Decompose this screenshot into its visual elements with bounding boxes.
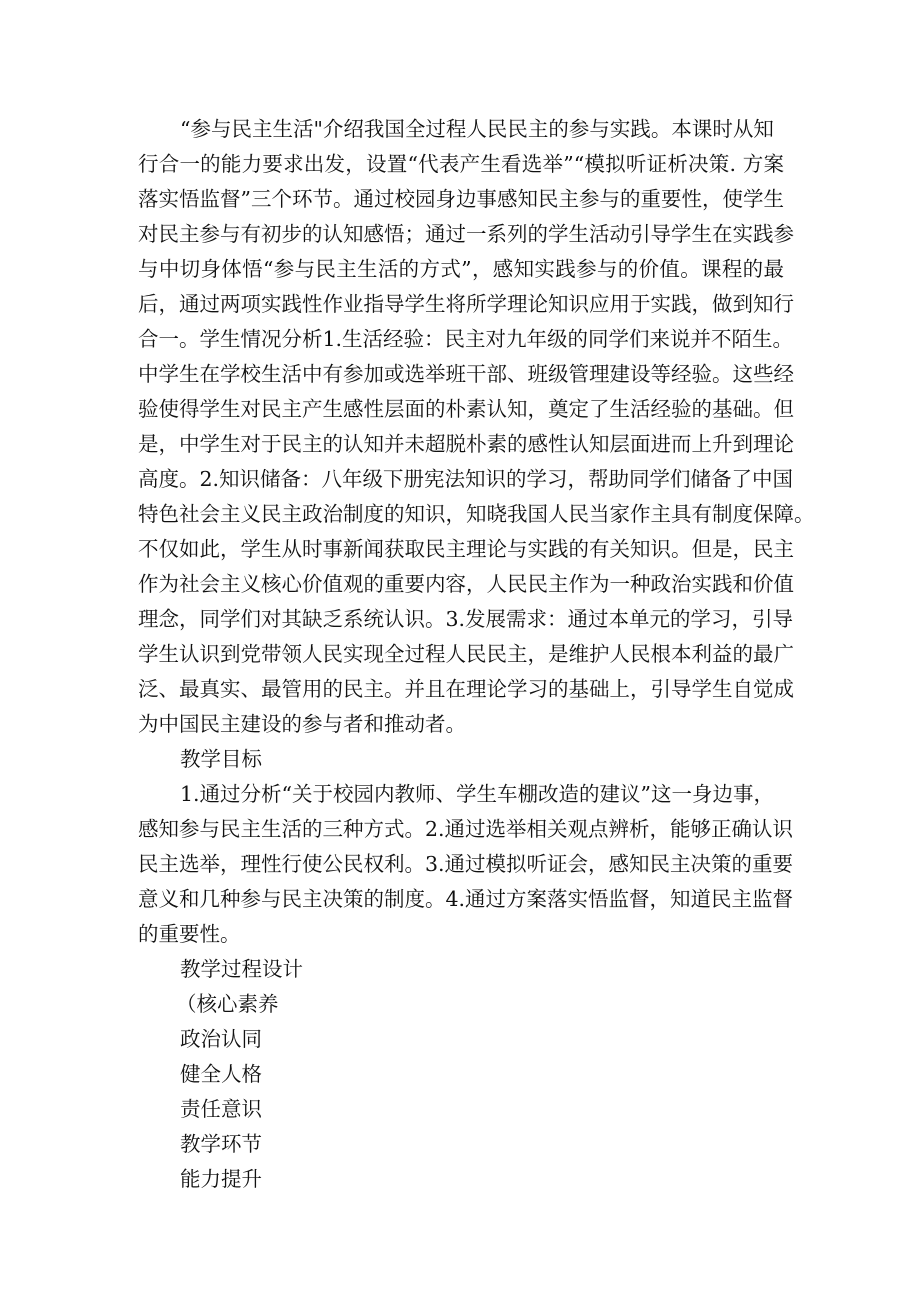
text-line: 感知参与民主生活的三种方式。2.通过选举相关观点辨析，能够正确认识 bbox=[138, 817, 794, 841]
text-line: 的重要性。 bbox=[138, 922, 241, 946]
text-line: 为中国民主建设的参与者和推动者。 bbox=[138, 712, 466, 736]
text-line: 特色社会主义民主政治制度的知识，知晓我国人民当家作主具有制度保障。 bbox=[138, 502, 815, 526]
list-item: 责任意识 bbox=[180, 1097, 262, 1121]
text-line: 作为社会主义核心价值观的重要内容，人民民主作为一种政治实践和价值 bbox=[138, 572, 794, 596]
list-item: 政治认同 bbox=[180, 1027, 262, 1051]
text-line: 中学生在学校生活中有参加或选举班干部、班级管理建设等经验。这些经 bbox=[138, 362, 794, 386]
list-item: 教学环节 bbox=[180, 1132, 262, 1156]
text-line: 与中切身体悟“参与民主生活的方式”，感知实践参与的价值。课程的最 bbox=[138, 257, 784, 281]
list-item: （核心素养 bbox=[176, 992, 279, 1016]
text-line: 验使得学生对民主产生感性层面的朴素认知，奠定了生活经验的基础。但 bbox=[138, 397, 794, 421]
text-line: 落实悟监督”三个环节。通过校园身边事感知民主参与的重要性，使学生 bbox=[138, 187, 784, 211]
text-line: 合一。学生情况分析1.生活经验：民主对九年级的同学们来说并不陌生。 bbox=[138, 327, 794, 351]
text-line: 不仅如此，学生从时事新闻获取民主理论与实践的有关知识。但是，民主 bbox=[138, 537, 794, 561]
text-line: 泛、最真实、最管用的民主。并且在理论学习的基础上，引导学生自觉成 bbox=[138, 677, 794, 701]
list-item: 健全人格 bbox=[180, 1062, 262, 1086]
list-item: 能力提升 bbox=[180, 1167, 262, 1191]
section-heading-design: 教学过程设计 bbox=[180, 957, 303, 981]
text-line: 高度。2.知识储备：八年级下册宪法知识的学习，帮助同学们储备了中国 bbox=[138, 467, 794, 491]
text-line: 1.通过分析“关于校园内教师、学生车棚改造的建议”这一身边事， bbox=[180, 782, 775, 806]
text-line: 意义和几种参与民主决策的制度。4.通过方案落实悟监督，知道民主监督 bbox=[138, 887, 794, 911]
text-line: 行合一的能力要求出发，设置“代表产生看选举”“模拟听证析决策. 方案 bbox=[138, 152, 784, 176]
text-line: “参与民主生活"介绍我国全过程人民民主的参与实践。本课时从知 bbox=[180, 117, 774, 141]
text-line: 理念，同学们对其缺乏系统认识。3.发展需求：通过本单元的学习，引导 bbox=[138, 607, 794, 631]
text-line: 学生认识到党带领人民实现全过程人民民主，是维护人民根本利益的最广 bbox=[138, 642, 794, 666]
text-line: 民主选举，理性行使公民权利。3.通过模拟听证会，感知民主决策的重要 bbox=[138, 852, 794, 876]
section-heading-goals: 教学目标 bbox=[180, 747, 262, 771]
text-line: 后，通过两项实践性作业指导学生将所学理论知识应用于实践，做到知行 bbox=[138, 292, 794, 316]
text-line: 对民主参与有初步的认知感悟；通过一系列的学生活动引导学生在实践参 bbox=[138, 222, 794, 246]
text-line: 是，中学生对于民主的认知并未超脱朴素的感性认知层面进而上升到理论 bbox=[138, 432, 794, 456]
